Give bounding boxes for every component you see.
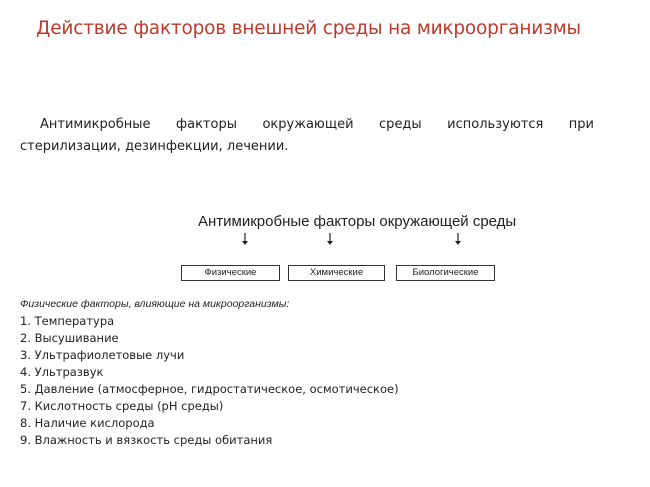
list-item: 7. Кислотность среды (pH среды) xyxy=(20,399,224,413)
list-item: 8. Наличие кислорода xyxy=(20,416,155,430)
list-item: 3. Ультрафиолетовые лучи xyxy=(20,348,185,362)
physical-factors-heading: Физические факторы, влияющие на микроорганизмы: xyxy=(20,298,290,310)
diagram-title: Антимикробные факторы окружающей среды xyxy=(198,213,517,230)
page-title: Действие факторов внешней среды на микроорганизмы xyxy=(36,18,581,39)
list-item: 4. Ультразвук xyxy=(20,365,104,379)
diagram-arrows xyxy=(0,232,650,262)
intro-line-1: Антимикробные факторы окружающей среды используются при xyxy=(40,117,594,132)
intro-paragraph xyxy=(20,114,594,158)
intro-line-2: стерилизации, дезинфекции, лечении. xyxy=(20,139,289,154)
box-physical-factors: Физические xyxy=(181,265,280,281)
box-chemical-factors: Химические xyxy=(288,265,385,281)
physical-factors-list xyxy=(20,313,399,449)
box-biological-factors: Биологические xyxy=(396,265,495,281)
list-item: 5. Давление (атмосферное, гидростатическое, осмотическое) xyxy=(20,382,399,396)
arrow-down-icon xyxy=(327,233,333,245)
arrow-down-icon xyxy=(242,233,248,245)
list-item: 9. Влажность и вязкость среды обитания xyxy=(20,433,273,447)
list-item: 1. Температура xyxy=(20,314,115,328)
arrow-down-icon xyxy=(455,233,461,245)
list-item: 2. Высушивание xyxy=(20,331,119,345)
